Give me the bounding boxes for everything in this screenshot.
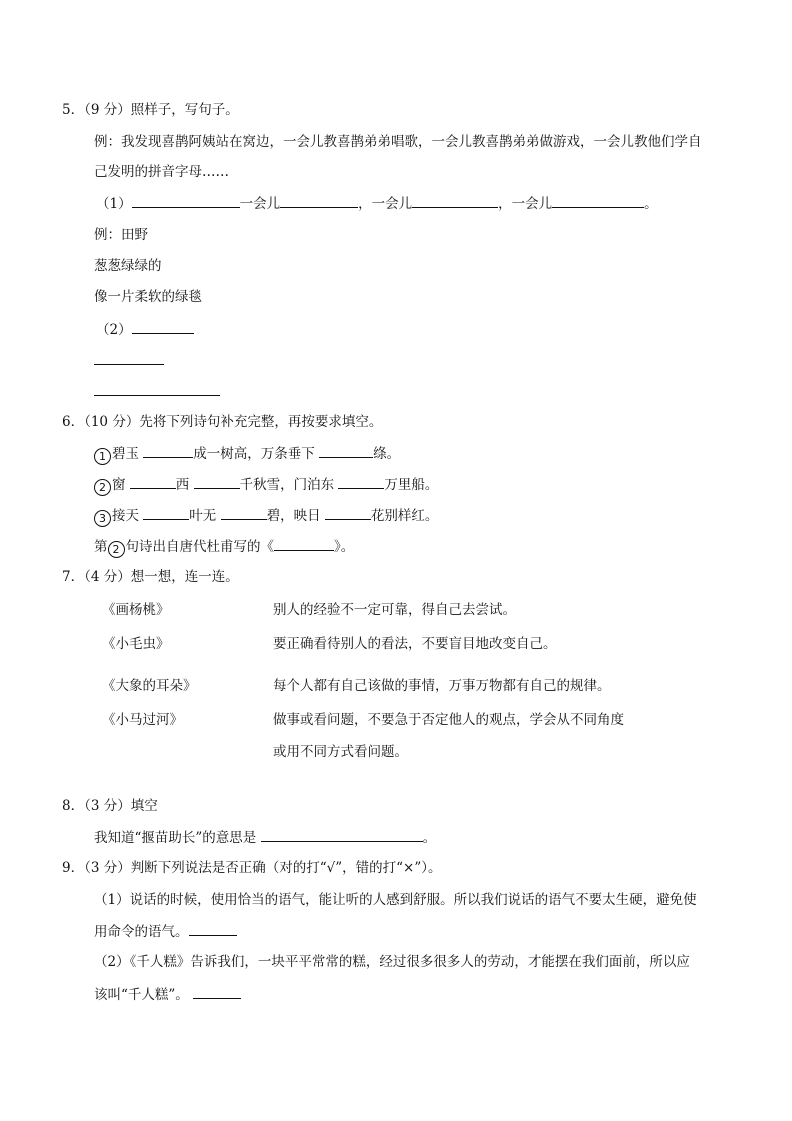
example-text: 例：田野 — [94, 227, 148, 243]
poem-line-2: 2 窗 西 千秋雪，门泊东 万里船。 — [94, 475, 438, 496]
judgement-line: 用命令的语气。 — [94, 922, 237, 941]
match-right-item[interactable]: 别人的经验不一定可靠，得自己去尝试。 — [273, 602, 516, 618]
answer-blank[interactable] — [132, 194, 240, 208]
question-number: 7． — [62, 569, 85, 585]
answer-blank[interactable] — [143, 444, 193, 458]
answer-blank[interactable] — [94, 382, 220, 396]
answer-blank[interactable] — [132, 320, 194, 334]
question-9-header — [62, 859, 442, 877]
judgement-text: （1）说话的时候，使用恰当的语气，能让听的人感到舒服。所以我们说话的语气不要太生硬，避免使 — [94, 892, 697, 908]
match-right-item[interactable]: 做事或看问题，不要急于否定他人的观点，学会从不同角度 — [273, 712, 624, 728]
match-left-item[interactable]: 《画杨桃》 — [102, 602, 170, 618]
match-right-item-continued: 或用不同方式看问题。 — [273, 744, 408, 760]
question-title: （3 分）判断下列说法是否正确（对的打“√”，错的打“×”）。 — [84, 860, 442, 876]
answer-line-4 — [94, 382, 220, 401]
answer-blank[interactable] — [261, 828, 423, 842]
poem-line-3: 3 接天 叶无 碧，映日 花别样红。 — [94, 506, 438, 527]
circled-number-icon: 2 — [94, 479, 111, 496]
answer-blank[interactable] — [412, 194, 498, 208]
question-number: 8． — [62, 798, 85, 814]
match-left-item[interactable]: 《小马过河》 — [102, 712, 183, 728]
answer-blank[interactable] — [319, 444, 373, 458]
question-5-header — [62, 101, 239, 119]
answer-line-1: （1） 一会儿 ，一会儿 ，一会儿 。 — [96, 196, 658, 212]
answer-blank[interactable] — [552, 194, 644, 208]
question-title: （9 分）照样子，写句子。 — [84, 102, 239, 118]
circled-number-icon: 3 — [94, 510, 111, 527]
match-right-item[interactable]: 要正确看待别人的看法，不要盲目地改变自己。 — [273, 636, 557, 652]
circled-number-icon: 1 — [94, 448, 111, 465]
question-number: 9． — [62, 860, 85, 876]
question-title: （10 分）先将下列诗句补充完整，再按要求填空。 — [84, 414, 383, 430]
fill-in-line: 我知道“揠苗助长”的意思是 。 — [94, 830, 437, 846]
question-title: （3 分）填空 — [84, 798, 158, 814]
judgement-text: （2）《千人糕》告诉我们，一块平平常常的糕，经过很多很多人的劳动，才能摆在我们面前，所以应 — [94, 954, 690, 970]
example-text: 葱葱绿绿的 — [94, 258, 162, 274]
answer-blank[interactable] — [143, 506, 189, 520]
answer-blank[interactable] — [189, 922, 237, 936]
question-6-header — [62, 413, 382, 431]
answer-line-3 — [94, 351, 164, 370]
answer-blank[interactable] — [194, 475, 240, 489]
match-right-item[interactable]: 每个人都有自己该做的事情，万事万物都有自己的规律。 — [273, 678, 611, 694]
answer-blank[interactable] — [193, 985, 241, 999]
match-left-item[interactable]: 《小毛虫》 — [102, 636, 170, 652]
poem-line-1: 1 碧玉 成一树高，万条垂下 绦。 — [94, 444, 400, 465]
example-text: 像一片柔软的绿毯 — [94, 289, 202, 305]
answer-blank[interactable] — [274, 537, 334, 551]
question-title: （4 分）想一想，连一连。 — [84, 569, 239, 585]
answer-blank[interactable] — [221, 506, 267, 520]
question-7-header — [62, 568, 239, 586]
question-8-header — [62, 797, 158, 815]
judgement-line: 该叫“千人糕”。 — [94, 985, 241, 1004]
poem-question: 第 2 句诗出自唐代杜甫写的《 》。 — [94, 539, 355, 556]
match-left-item[interactable]: 《大象的耳朵》 — [102, 678, 197, 694]
example-text: 例：我发现喜鹊阿姨站在窝边，一会儿教喜鹊弟弟唱歌，一会儿教喜鹊弟弟做游戏，一会儿教他们学自 — [94, 134, 702, 150]
circled-number-icon: 2 — [108, 541, 125, 558]
question-number: 5． — [62, 102, 85, 118]
answer-blank[interactable] — [130, 475, 176, 489]
example-text: 己发明的拼音字母…… — [94, 164, 229, 180]
answer-blank[interactable] — [94, 351, 164, 365]
question-number: 6． — [62, 414, 85, 430]
answer-blank[interactable] — [280, 194, 358, 208]
answer-blank[interactable] — [338, 475, 384, 489]
answer-blank[interactable] — [325, 506, 371, 520]
answer-line-2: （2） — [96, 320, 194, 339]
